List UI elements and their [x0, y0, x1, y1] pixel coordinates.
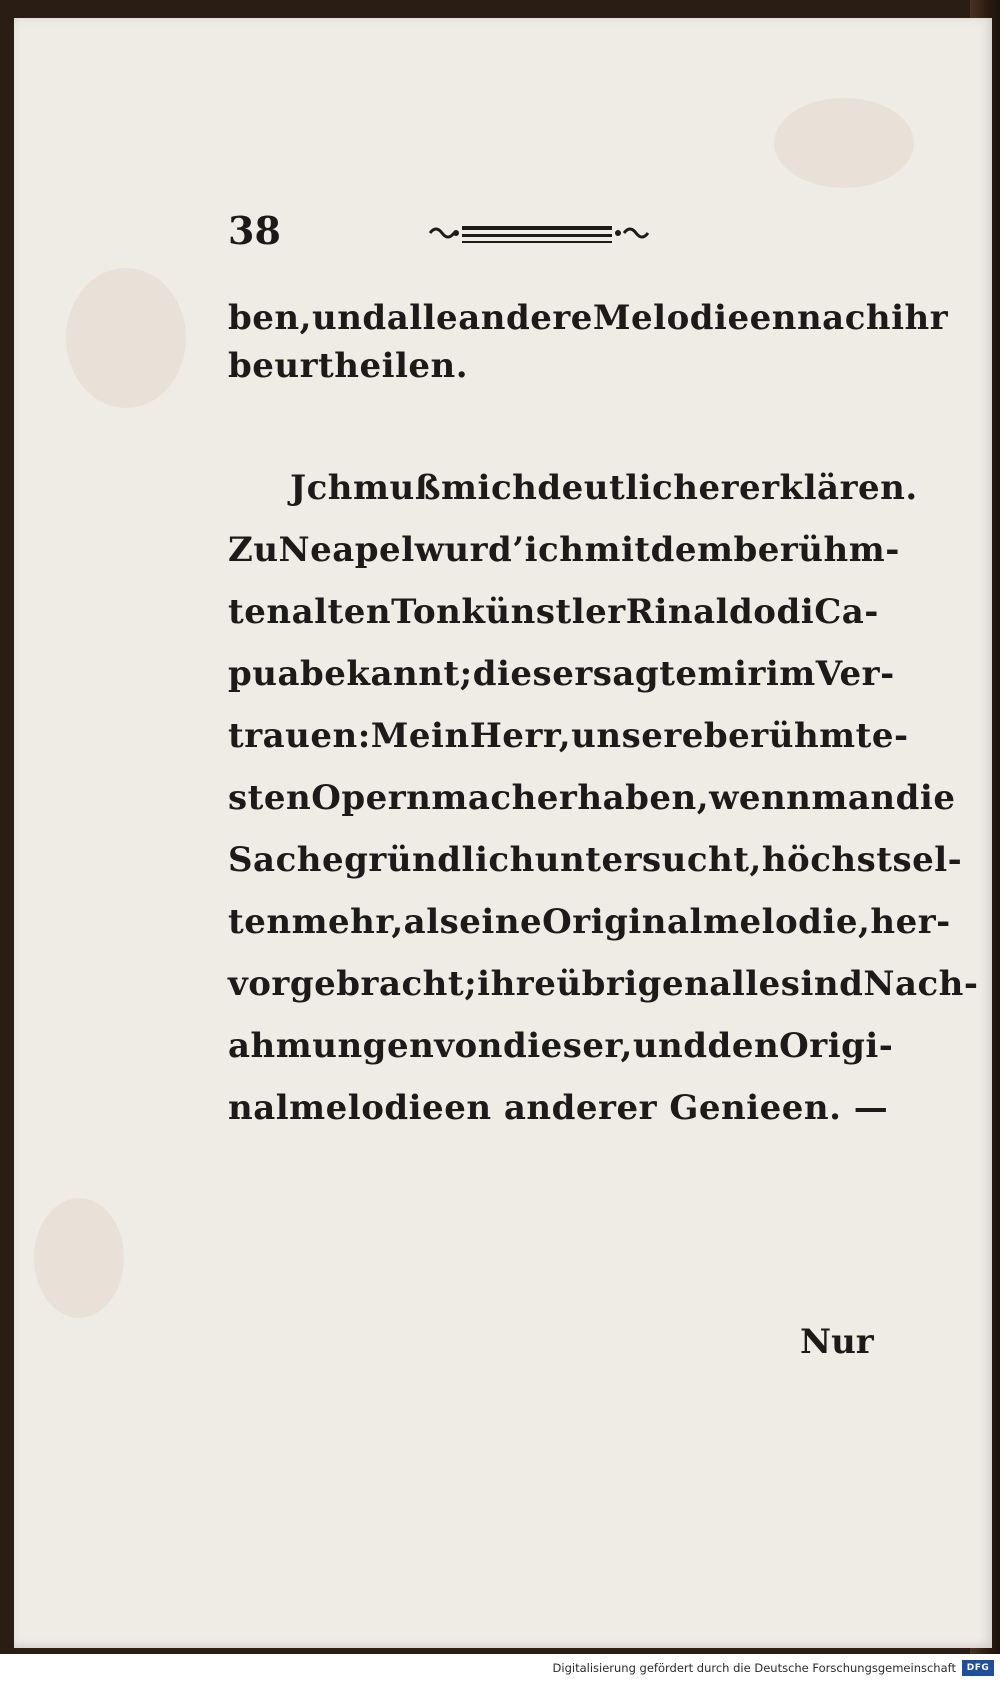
paper-stain [34, 1198, 124, 1318]
dfg-logo-icon: DFG [962, 1660, 994, 1676]
text-line: ahmungen von dieser, und den Origi- [228, 1026, 894, 1066]
text-line: sten Opernmacher haben, wenn man die [228, 778, 956, 818]
page-number: 38 [228, 208, 281, 253]
footer [0, 1654, 1000, 1686]
catchword: Nur [800, 1322, 874, 1362]
text-line: ten alten Tonkünstler Rinaldo di Ca- [228, 592, 879, 632]
text-line: Sache gründlich untersucht, höchst sel- [228, 840, 963, 880]
paper-stain [774, 98, 914, 188]
paper-stain [66, 268, 186, 408]
book-page [14, 18, 992, 1648]
text-line: ben, und alle andere Melodieen nach ihr [228, 298, 949, 338]
text-line: pua bekannt; dieser sagte mir im Ver- [228, 654, 895, 694]
text-line: Zu Neapel wurd’ ich mit dem berühm- [228, 530, 900, 570]
text-line: vorgebracht; ihre übrigen alle sind Nach- [228, 964, 979, 1004]
page-header [228, 208, 878, 258]
header-ornament-icon [426, 218, 656, 248]
text-line: beurtheilen. [228, 346, 469, 386]
footer-credit: Digitalisierung gefördert durch die Deutsche Forschungsgemeinschaft [552, 1661, 956, 1675]
text-line: trauen: Mein Herr, unsere berühmte- [228, 716, 909, 756]
text-line: nalmelodieen anderer Genieen. — [228, 1088, 889, 1128]
text-line: ten mehr, als eine Originalmelodie, her- [228, 902, 951, 942]
text-line: Jch muß mich deutlicher erklären. [290, 468, 918, 508]
